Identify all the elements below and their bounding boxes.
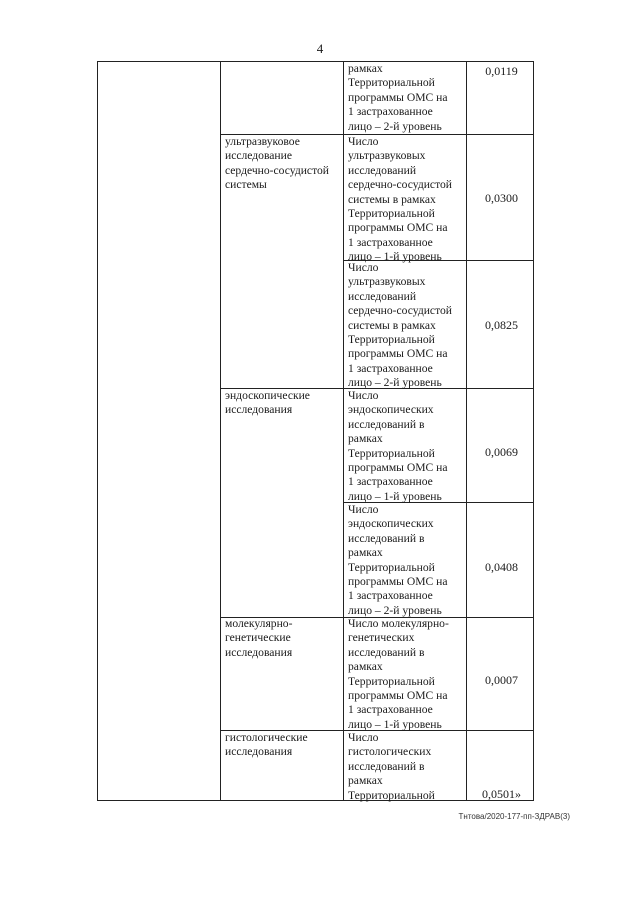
description-cell: Число гистологических исследований в рамках Территориальной: [348, 731, 435, 802]
column-divider-2: [343, 61, 344, 801]
category-cell: гистологические исследования: [225, 731, 308, 759]
value-cell: 0,0408: [485, 560, 518, 574]
description-cell: Число ультразвуковых исследований сердечно-сосудистой системы в рамках Территориальной программы ОМС на 1 застрахованное лицо – 2-й уровень: [348, 261, 452, 390]
value-cell: 0,0825: [485, 318, 518, 332]
value-cell: 0,0300: [485, 191, 518, 205]
description-cell: рамках Территориальной программы ОМС на 1 застрахованное лицо – 2-й уровень: [348, 62, 448, 133]
document-code: Тнтова/2020-177-пп-ЗДРАВ(3): [458, 812, 570, 821]
category-cell: молекулярно- генетические исследования: [225, 617, 293, 659]
value-cell: 0,0119: [485, 64, 518, 78]
category-cell: эндоскопические исследования: [225, 389, 310, 417]
value-cell: 0,0007: [485, 673, 518, 687]
category-cell: ультразвуковое исследование сердечно-сосудистой системы: [225, 135, 329, 192]
table-border-right: [533, 61, 534, 801]
description-cell: Число ультразвуковых исследований сердечно-сосудистой системы в рамках Территориальной программы ОМС на 1 застрахованное лицо – 1-й уровень: [348, 135, 452, 264]
column-divider-1: [220, 61, 221, 801]
table-border-left: [97, 61, 98, 801]
value-cell: 0,0069: [485, 445, 518, 459]
page-number: 4: [316, 41, 324, 56]
description-cell: Число эндоскопических исследований в рамках Территориальной программы ОМС на 1 застрахованное лицо – 1-й уровень: [348, 389, 448, 503]
description-cell: Число молекулярно- генетических исследований в рамках Территориальной программы ОМС на 1 застрахованное лицо – 1-й уровень: [348, 617, 449, 731]
value-cell: 0,0501»: [482, 787, 521, 801]
description-cell: Число эндоскопических исследований в рамках Территориальной программы ОМС на 1 застрахованное лицо – 2-й уровень: [348, 503, 448, 617]
